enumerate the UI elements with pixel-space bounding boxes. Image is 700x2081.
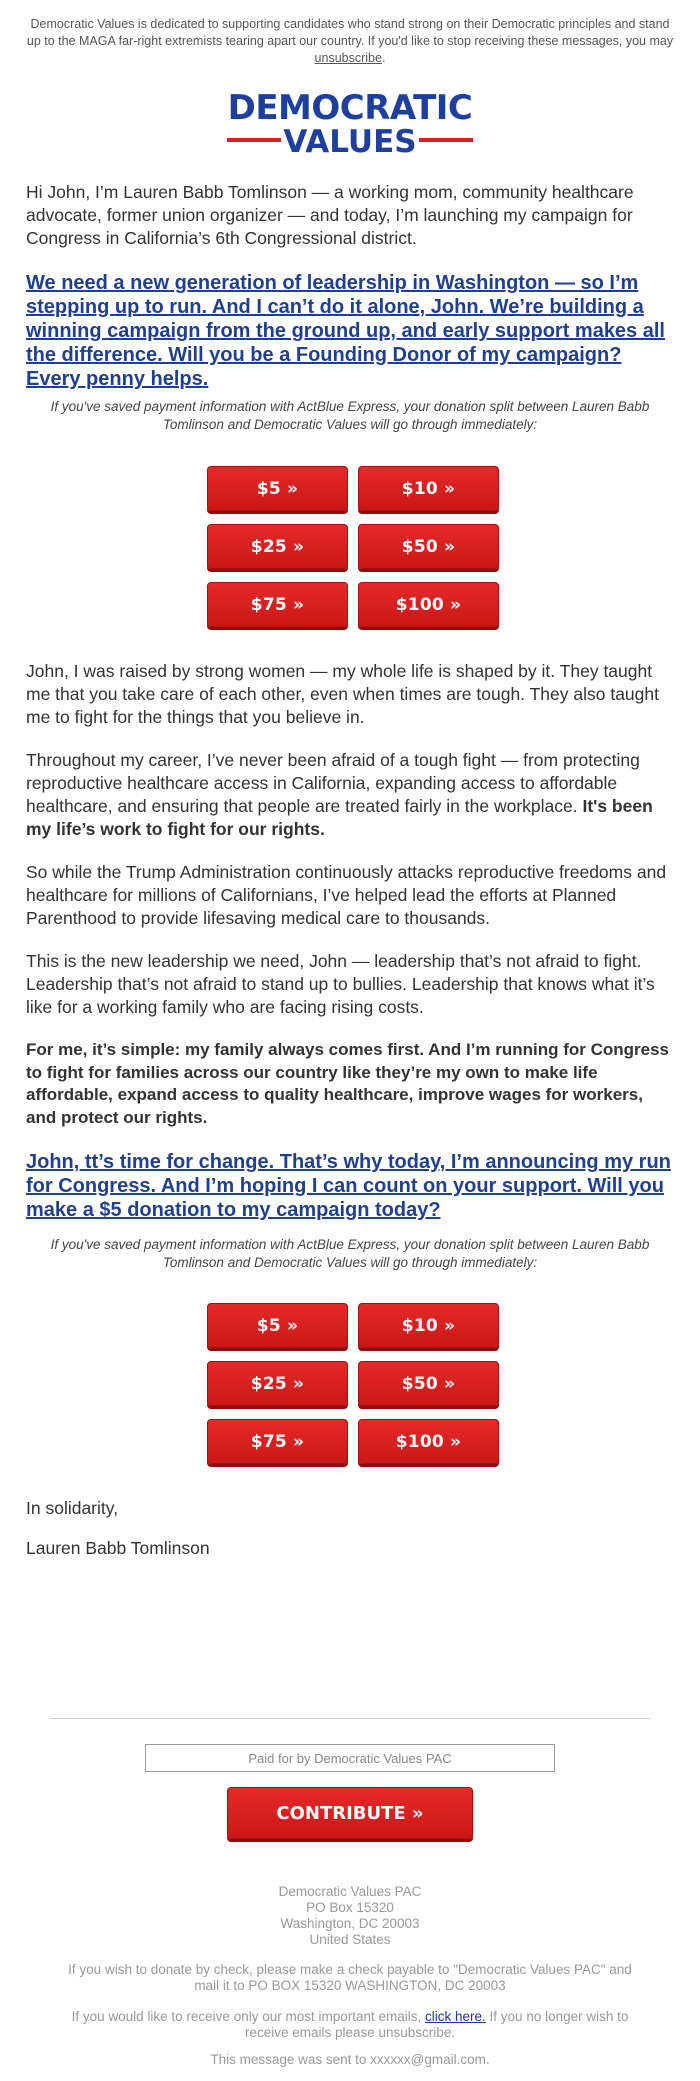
donate-10-button[interactable]: $10 »	[358, 466, 499, 511]
intro-paragraph: Hi John, I’m Lauren Babb Tomlinson — a working mom, community healthcare advocate, former union organizer — and today, I’m launching my campaign for Congress in California’s 6th Congressional district.	[26, 182, 634, 248]
actblue-disclaimer: If you've saved payment information with ActBlue Express, your donation split between Lauren Babb Tomlinson and Democratic Values will go through immediately:	[50, 399, 650, 432]
donate-5-button[interactable]: $5 »	[207, 466, 348, 511]
check-donation-text: If you wish to donate by check, please make a check payable to "Democratic Values PAC" and mail it to PO BOX 15320 WASHINGTON, DC 20003	[68, 1962, 632, 1993]
email-preferences-text: If you would like to receive only our most important emails, click here. If you no longer wish to receive emails please unsubscribe.	[71, 2009, 629, 2040]
paragraph-trump-administration: So while the Trump Administration continuously attacks reproductive freedoms and healthcare for millions of Californians, I’ve helped lead the efforts at Planned Parenthood to provide lifesaving medical care to thousands.	[26, 862, 667, 928]
donate-10-button[interactable]: $10 »	[358, 1303, 499, 1348]
footer-divider	[50, 1718, 650, 1719]
important-emails-link[interactable]: click here.	[425, 2009, 486, 2024]
paragraph-raised-by-women: John, I was raised by strong women — my whole life is shaped by it. They taught me that you take care of each other, even when times are tough. They also taught me to fight for the things that you believe in.	[26, 661, 659, 727]
headline-founding-donor[interactable]: We need a new generation of leadership in Washington — so I’m stepping up to run. And I can’t do it alone, John. We’re building a winning campaign from the ground up, and early support makes all the difference. Will you be a Founding Donor of my campaign? Every penny helps.	[26, 272, 665, 390]
democratic-values-logo	[225, 86, 475, 156]
donate-25-button[interactable]: $25 »	[207, 1361, 348, 1406]
signature: Lauren Babb Tomlinson	[26, 1538, 210, 1558]
paragraph-family-first: For me, it’s simple: my family always comes first. And I’m running for Congress to fight for families across our country like they’re my own to make life affordable, expand access to quality healthcare, improve wages for workers, and protect our rights.	[26, 1040, 670, 1127]
donate-75-button[interactable]: $75 »	[207, 582, 348, 627]
headline-five-dollar-ask[interactable]: John, tt’s time for change. That’s why today, I’m announcing my run for Congress. And I’m hoping I can count on your support. Will you make a $5 donation to my campaign today?	[26, 1151, 671, 1221]
logo-left-bar	[227, 138, 281, 142]
donation-button-grid-2	[207, 1303, 497, 1464]
unsubscribe-link[interactable]: unsubscribe	[314, 51, 382, 65]
paid-for-box: Paid for by Democratic Values PAC	[145, 1744, 555, 1772]
sent-to-text: This message was sent to xxxxxx@gmail.com.	[210, 2052, 490, 2067]
donate-100-button[interactable]: $100 »	[358, 582, 499, 627]
paragraph-new-leadership: This is the new leadership we need, John — leadership that’s not afraid to fight. Leadership that’s not afraid to stand up to bullies. Leadership that knows what it’s like for a working family who are facing rising costs.	[26, 951, 655, 1017]
preheader-text: Democratic Values is dedicated to supporting candidates who stand strong on their Democratic principles and stand up to the MAGA far-right extremists tearing apart our country. If you'd like to stop receiving these messages, you may	[26, 17, 674, 48]
donation-button-grid-1	[207, 466, 497, 627]
logo-line2: VALUES	[283, 124, 417, 156]
donate-100-button[interactable]: $100 »	[358, 1419, 499, 1464]
signoff: In solidarity,	[26, 1498, 119, 1518]
paragraph-career: Throughout my career, I’ve never been afraid of a tough fight — from protecting reproductive healthcare access in California, expanding access to affordable healthcare, and ensuring that people are treated fairly in the workplace. It's been my life’s work to fight for our rights.	[26, 750, 653, 839]
donate-25-button[interactable]: $25 »	[207, 524, 348, 569]
logo-line1: DEMOCRATIC	[227, 88, 473, 128]
donate-50-button[interactable]: $50 »	[358, 1361, 499, 1406]
logo-right-bar	[419, 138, 473, 142]
footer-address: Democratic Values PAC PO Box 15320 Washington, DC 20003 United States	[278, 1884, 422, 1947]
life-work-bold: It's been my life’s work to fight for our rights.	[26, 796, 653, 839]
preheader: Democratic Values is dedicated to supporting candidates who stand strong on their Democratic principles and stand up to the MAGA far-right extremists tearing apart our country. If you'd like to stop receiving these messages, you may unsubscribe.	[26, 17, 674, 65]
donate-5-button[interactable]: $5 »	[207, 1303, 348, 1348]
contribute-button[interactable]: CONTRIBUTE »	[227, 1787, 473, 1839]
donate-75-button[interactable]: $75 »	[207, 1419, 348, 1464]
actblue-disclaimer-2: If you've saved payment information with ActBlue Express, your donation split between Lauren Babb Tomlinson and Democratic Values will go through immediately:	[50, 1237, 650, 1270]
donate-50-button[interactable]: $50 »	[358, 524, 499, 569]
